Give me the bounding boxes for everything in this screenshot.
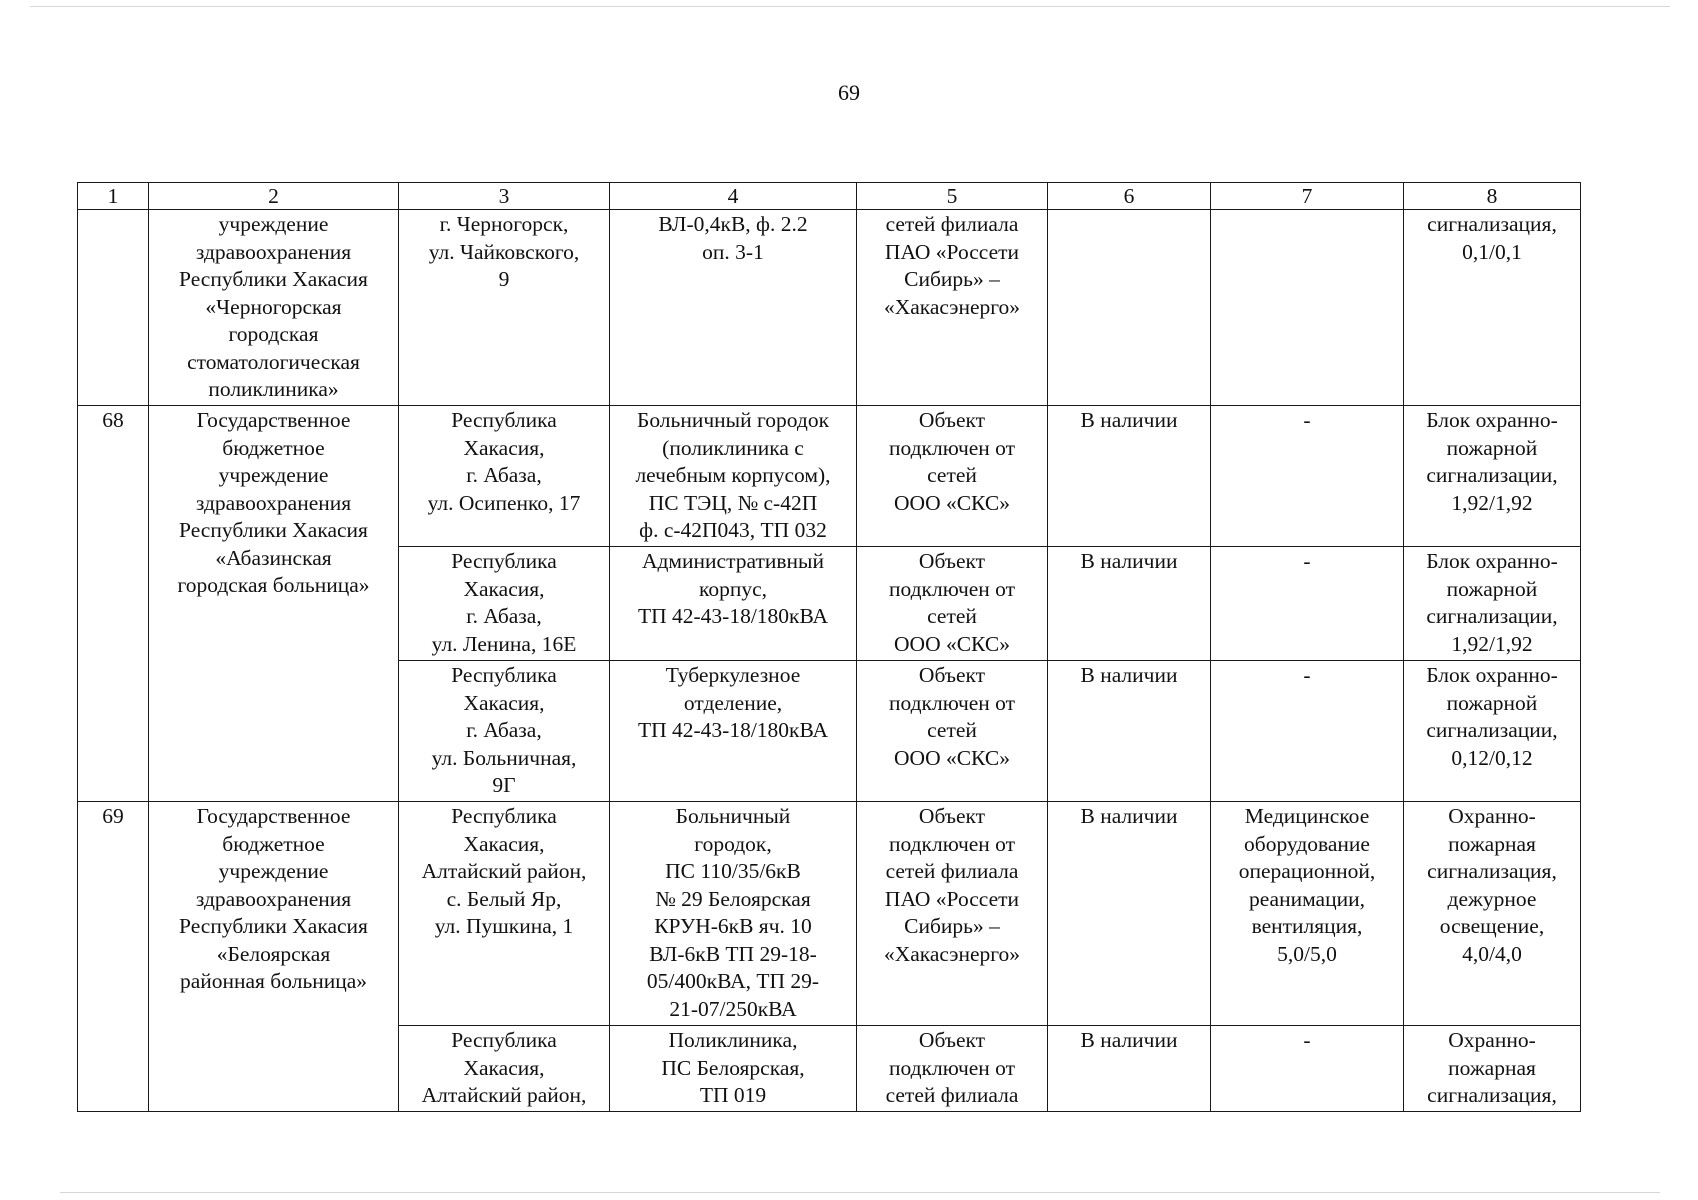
column-number: 4 bbox=[610, 183, 857, 210]
table-row-69 bbox=[78, 802, 1581, 1026]
table-row-68 bbox=[78, 406, 1581, 547]
address-cell: Республика Хакасия, Алтайский район, bbox=[399, 1026, 610, 1112]
connection-cell: Объект подключен от сетей филиала bbox=[857, 1026, 1048, 1112]
load-cell: Блок охранно- пожарной сигнализации, 1,92/1,92 bbox=[1404, 406, 1581, 547]
address-cell: Республика Хакасия, г. Абаза, ул. Больничная, 9Г bbox=[399, 661, 610, 802]
load-cell: сигнализация, 0,1/0,1 bbox=[1404, 210, 1581, 406]
load-cell: Охранно- пожарная сигнализация, дежурное освещение, 4,0/4,0 bbox=[1404, 802, 1581, 1026]
power-source-cell: Поликлиника, ПС Белоярская, ТП 019 bbox=[610, 1026, 857, 1112]
column-number: 1 bbox=[78, 183, 149, 210]
table-row-continued bbox=[78, 210, 1581, 406]
column-number: 3 bbox=[399, 183, 610, 210]
equipment-cell: - bbox=[1211, 1026, 1404, 1112]
equipment-cell: - bbox=[1211, 406, 1404, 547]
column-number: 6 bbox=[1048, 183, 1211, 210]
availability-cell: В наличии bbox=[1048, 406, 1211, 547]
scan-artifact-bottom bbox=[60, 1192, 1660, 1193]
scan-artifact-top bbox=[30, 6, 1670, 7]
power-source-cell: Больничный городок (поликлиника с лечебным корпусом), ПС ТЭЦ, № с-42П ф. с-42П043, ТП 032 bbox=[610, 406, 857, 547]
organization-cell: Государственное бюджетное учреждение здравоохранения Республики Хакасия «Абазинская городская больница» bbox=[149, 406, 399, 802]
power-source-cell: ВЛ-0,4кВ, ф. 2.2 оп. 3-1 bbox=[610, 210, 857, 406]
column-number: 2 bbox=[149, 183, 399, 210]
row-number-cell: 68 bbox=[78, 406, 149, 802]
page-number: 69 bbox=[838, 80, 860, 105]
equipment-cell: Медицинское оборудование операционной, реанимации, вентиляция, 5,0/5,0 bbox=[1211, 802, 1404, 1026]
availability-cell: В наличии bbox=[1048, 661, 1211, 802]
power-source-cell: Больничный городок, ПС 110/35/6кВ № 29 Белоярская КРУН-6кВ яч. 10 ВЛ-6кВ ТП 29-18- 05/400кВА, ТП 29- 21-07/250кВА bbox=[610, 802, 857, 1026]
power-source-cell: Туберкулезное отделение, ТП 42-43-18/180кВА bbox=[610, 661, 857, 802]
availability-cell: В наличии bbox=[1048, 547, 1211, 661]
availability-cell bbox=[1048, 210, 1211, 406]
facilities-table bbox=[77, 182, 1581, 1112]
column-number: 8 bbox=[1404, 183, 1581, 210]
load-cell: Охранно- пожарная сигнализация, bbox=[1404, 1026, 1581, 1112]
load-cell: Блок охранно- пожарной сигнализации, 1,92/1,92 bbox=[1404, 547, 1581, 661]
power-source-cell: Административный корпус, ТП 42-43-18/180кВА bbox=[610, 547, 857, 661]
connection-cell: Объект подключен от сетей ООО «СКС» bbox=[857, 406, 1048, 547]
load-cell: Блок охранно- пожарной сигнализации, 0,12/0,12 bbox=[1404, 661, 1581, 802]
connection-cell: Объект подключен от сетей ООО «СКС» bbox=[857, 661, 1048, 802]
column-number: 5 bbox=[857, 183, 1048, 210]
row-number-cell: 69 bbox=[78, 802, 149, 1112]
address-cell: Республика Хакасия, г. Абаза, ул. Осипенко, 17 bbox=[399, 406, 610, 547]
equipment-cell bbox=[1211, 210, 1404, 406]
address-cell: Республика Хакасия, г. Абаза, ул. Ленина, 16Е bbox=[399, 547, 610, 661]
availability-cell: В наличии bbox=[1048, 802, 1211, 1026]
address-cell: г. Черногорск, ул. Чайковского, 9 bbox=[399, 210, 610, 406]
equipment-cell: - bbox=[1211, 661, 1404, 802]
address-cell: Республика Хакасия, Алтайский район, с. Белый Яр, ул. Пушкина, 1 bbox=[399, 802, 610, 1026]
organization-cell: учреждение здравоохранения Республики Хакасия «Черногорская городская стоматологическая поликлиника» bbox=[149, 210, 399, 406]
column-number: 7 bbox=[1211, 183, 1404, 210]
row-number-cell bbox=[78, 210, 149, 406]
availability-cell: В наличии bbox=[1048, 1026, 1211, 1112]
connection-cell: сетей филиала ПАО «Россети Сибирь» – «Хакасэнерго» bbox=[857, 210, 1048, 406]
connection-cell: Объект подключен от сетей филиала ПАО «Россети Сибирь» – «Хакасэнерго» bbox=[857, 802, 1048, 1026]
organization-cell: Государственное бюджетное учреждение здравоохранения Республики Хакасия «Белоярская районная больница» bbox=[149, 802, 399, 1112]
column-number-row bbox=[78, 183, 1581, 210]
equipment-cell: - bbox=[1211, 547, 1404, 661]
connection-cell: Объект подключен от сетей ООО «СКС» bbox=[857, 547, 1048, 661]
